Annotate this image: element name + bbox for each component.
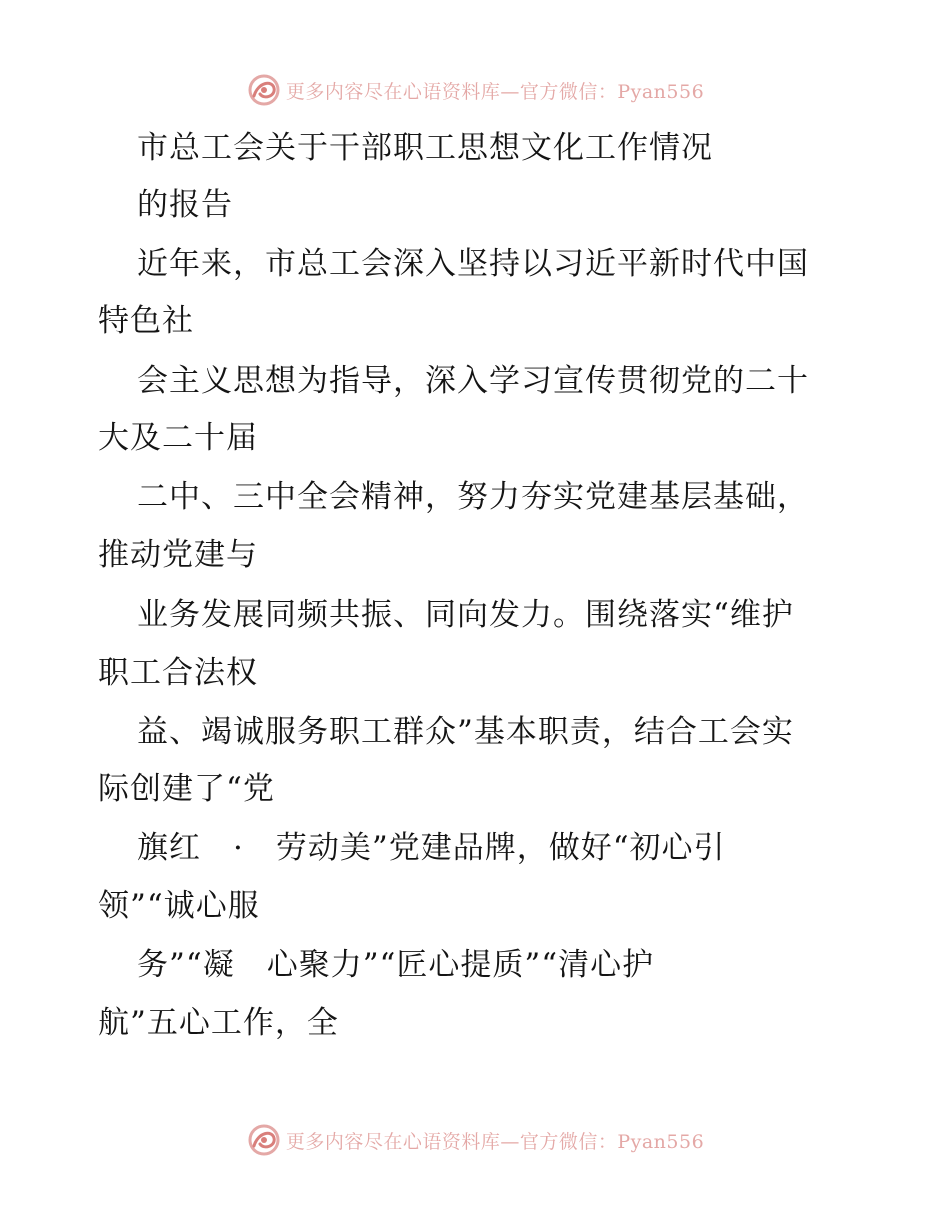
swirl-logo-icon [246,1122,282,1158]
paragraph-line: 大及二十届 [98,420,258,456]
paragraph-line: 业务发展同频共振、同向发力。围绕落实“维护 [137,597,794,633]
paragraph-line: 际创建了“党 [98,771,275,807]
paragraph-line: 航”五心工作，全 [98,1005,339,1041]
paragraph-line: 二中、三中全会精神，努力夯实党建基层基础， [137,479,809,515]
paragraph-line: 推动党建与 [98,537,258,573]
paragraph-line: 领”“诚心服 [98,888,260,924]
footer-watermark [0,1120,950,1160]
paragraph-line: 务”“凝 心聚力”“匠心提质”“清心护 [137,947,655,983]
paragraph-line: 会主义思想为指导，深入学习宣传贯彻党的二十 [137,363,809,399]
paragraph-line: 职工合法权 [98,655,258,691]
paragraph-line: 近年来，市总工会深入坚持以习近平新时代中国 [137,246,809,282]
watermark-text: 更多内容尽在心语资料库—官方微信：Pyan556 [285,80,705,103]
paragraph-line: 益、竭诚服务职工群众”基本职责，结合工会实 [137,714,794,750]
title-line-2: 的报告 [137,187,233,223]
watermark-text: 更多内容尽在心语资料库—官方微信：Pyan556 [285,1130,705,1153]
title-line-1: 市总工会关于干部职工思想文化工作情况 [137,130,713,166]
paragraph-line: 特色社 [98,303,194,339]
paragraph-line: 旗红 · 劳动美”党建品牌，做好“初心引 [137,830,726,866]
